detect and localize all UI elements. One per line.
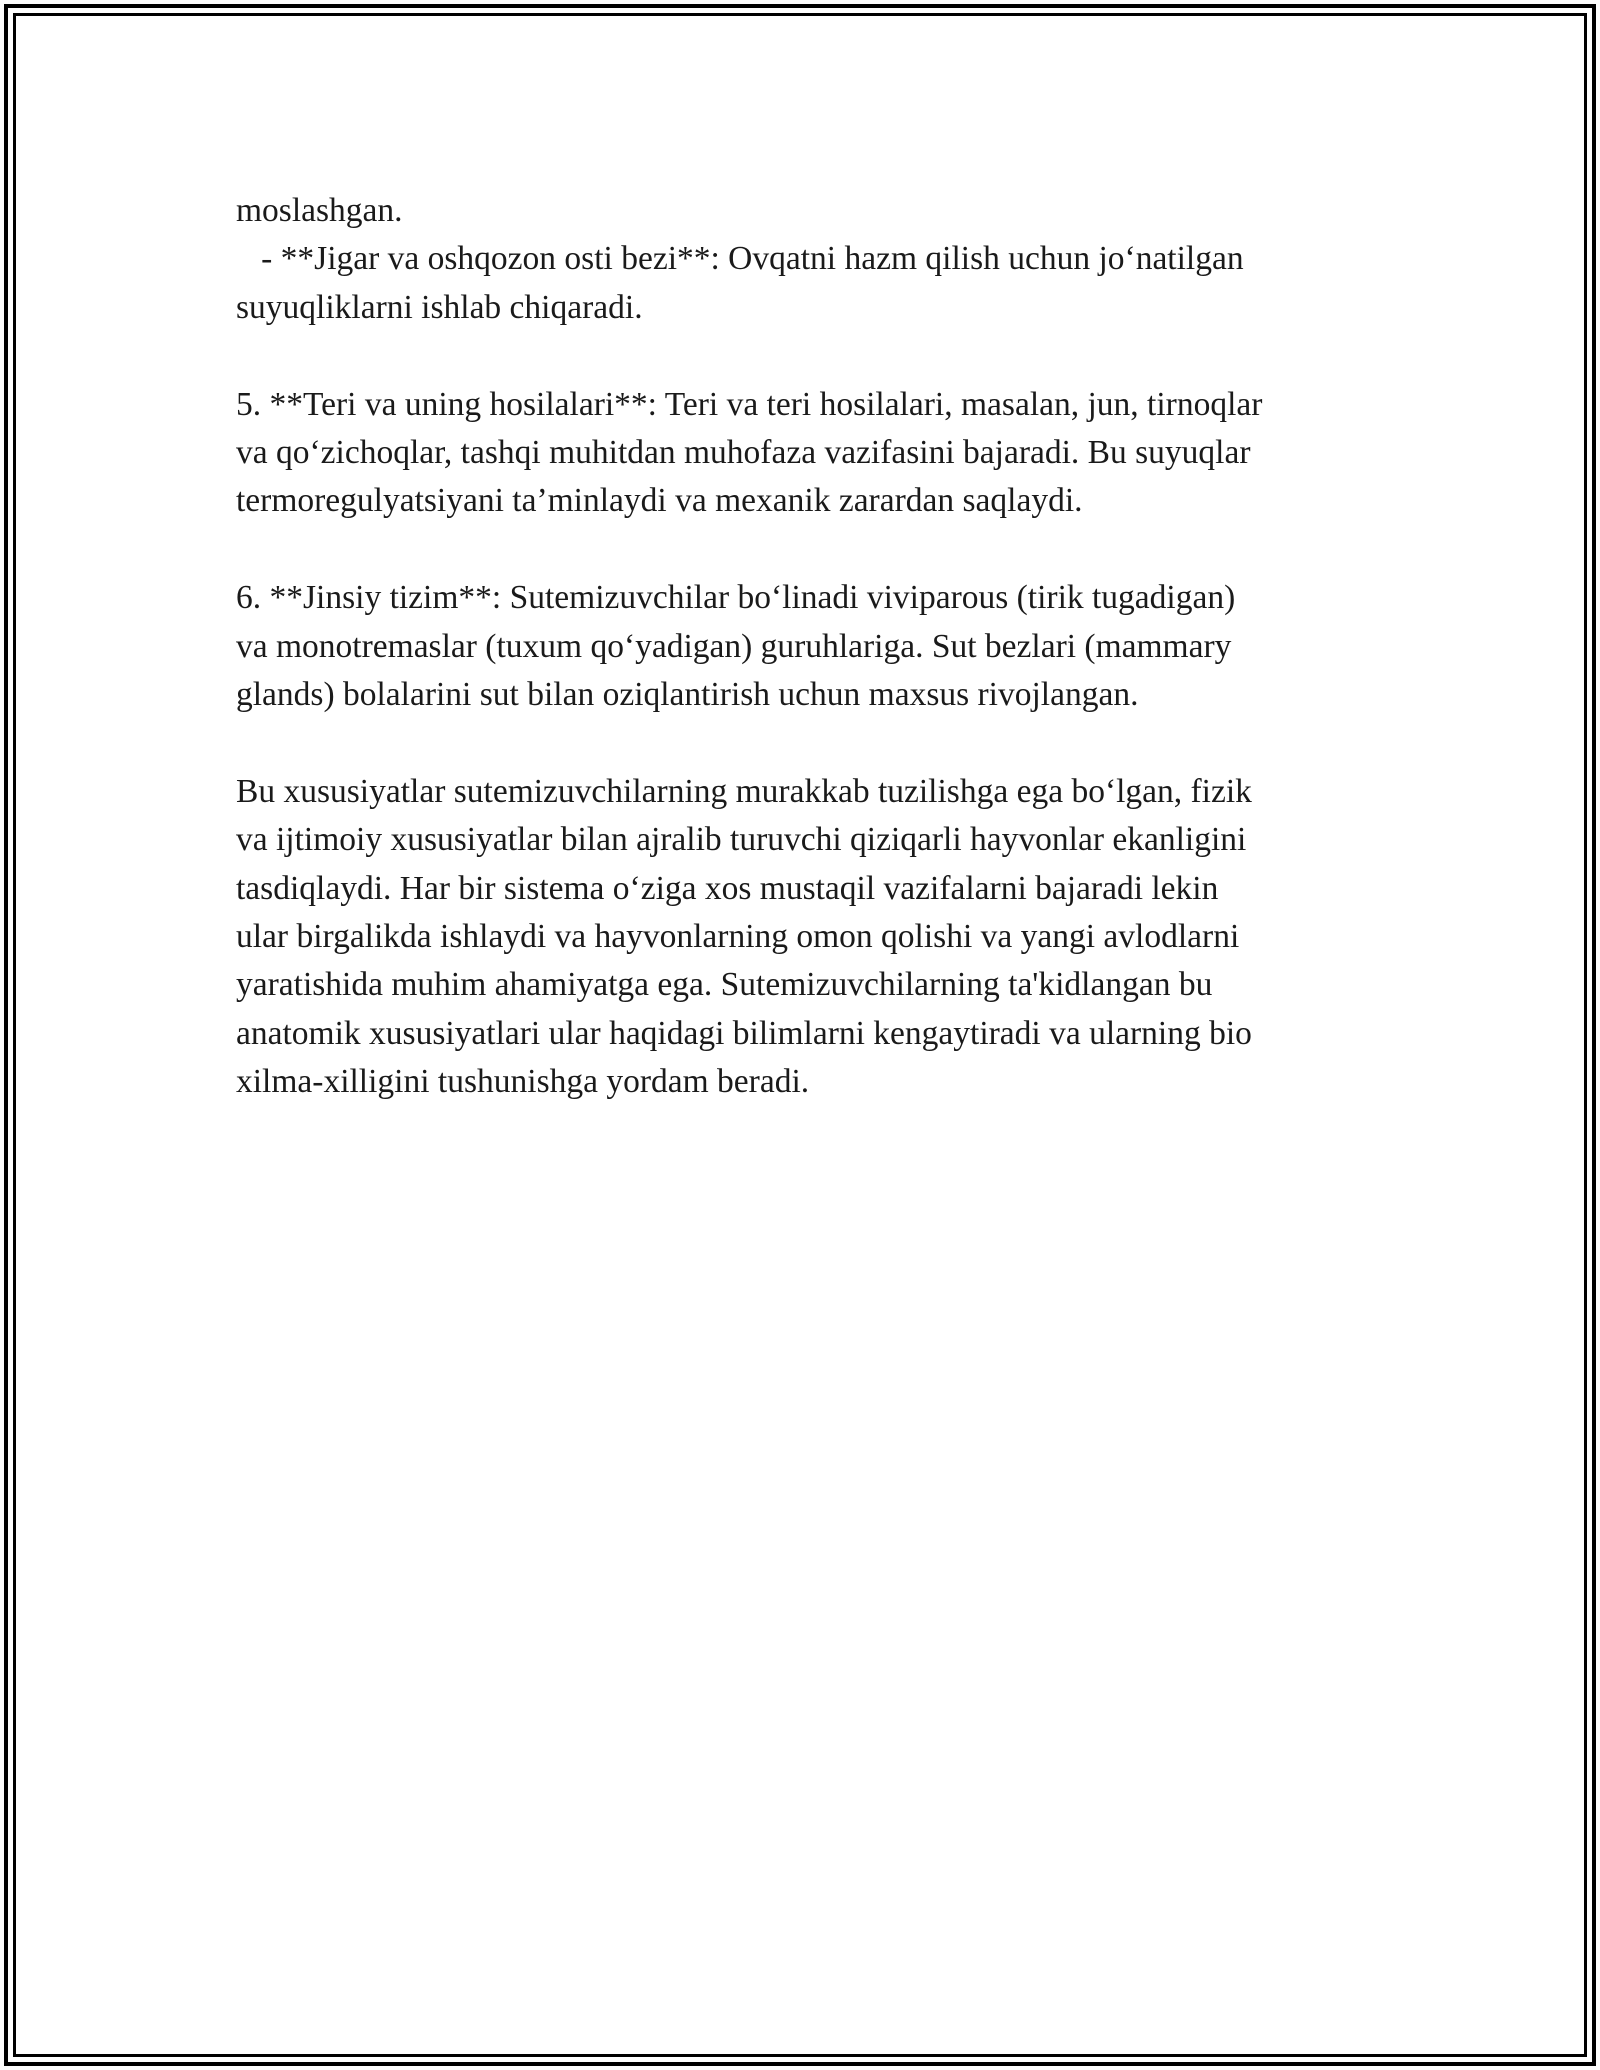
paragraph-digestive-continuation: [236, 187, 1376, 332]
text-line: va monotremaslar (tuxum qo‘yadigan) guruhlariga. Sut bezlari (mammary: [236, 627, 1232, 665]
text-line: 5. **Teri va uning hosilalari**: Teri va teri hosilalari, masalan, jun, tirnoqlar: [236, 385, 1263, 423]
paragraph-reproductive: [236, 574, 1376, 719]
text-line: yaratishida muhim ahamiyatga ega. Sutemizuvchilarning ta'kidlangan bu: [236, 966, 1213, 1004]
text-line: va qo‘zichoqlar, tashqi muhitdan muhofaza vazifasini bajaradi. Bu suyuqlar: [236, 434, 1251, 472]
text-line: moslashgan.: [236, 192, 403, 229]
text-line: xilma-xilligini tushunishga yordam beradi.: [236, 1063, 810, 1101]
document-body: [236, 187, 1376, 1107]
paragraph-skin: [236, 381, 1376, 526]
text-line: va ijtimoiy xususiyatlar bilan ajralib turuvchi qiziqarli hayvonlar ekanligini: [236, 821, 1247, 859]
text-line: tasdiqlaydi. Har bir sistema o‘ziga xos mustaqil vazifalarni bajaradi lekin: [236, 869, 1219, 907]
text-line: anatomik xususiyatlari ular haqidagi bilimlarni kengaytiradi va ularning bio: [236, 1014, 1252, 1052]
text-line: termoregulyatsiyani ta’minlaydi va mexanik zarardan saqlaydi.: [236, 482, 1083, 520]
text-line: glands) bolalarini sut bilan oziqlantirish uchun maxsus rivojlangan.: [236, 676, 1139, 714]
text-line: Bu xususiyatlar sutemizuvchilarning murakkab tuzilishga ega bo‘lgan, fizik: [236, 772, 1252, 810]
text-line: ular birgalikda ishlaydi va hayvonlarning omon qolishi va yangi avlodlarni: [236, 918, 1240, 956]
text-line: - **Jigar va oshqozon osti bezi**: Ovqatni hazm qilish uchun jo‘natilgan: [236, 240, 1244, 278]
text-line: suyuqliklarni ishlab chiqaradi.: [236, 288, 643, 326]
text-line: 6. **Jinsiy tizim**: Sutemizuvchilar bo‘linadi viviparous (tirik tugadigan): [236, 579, 1236, 617]
paragraph-conclusion: [236, 768, 1376, 1107]
